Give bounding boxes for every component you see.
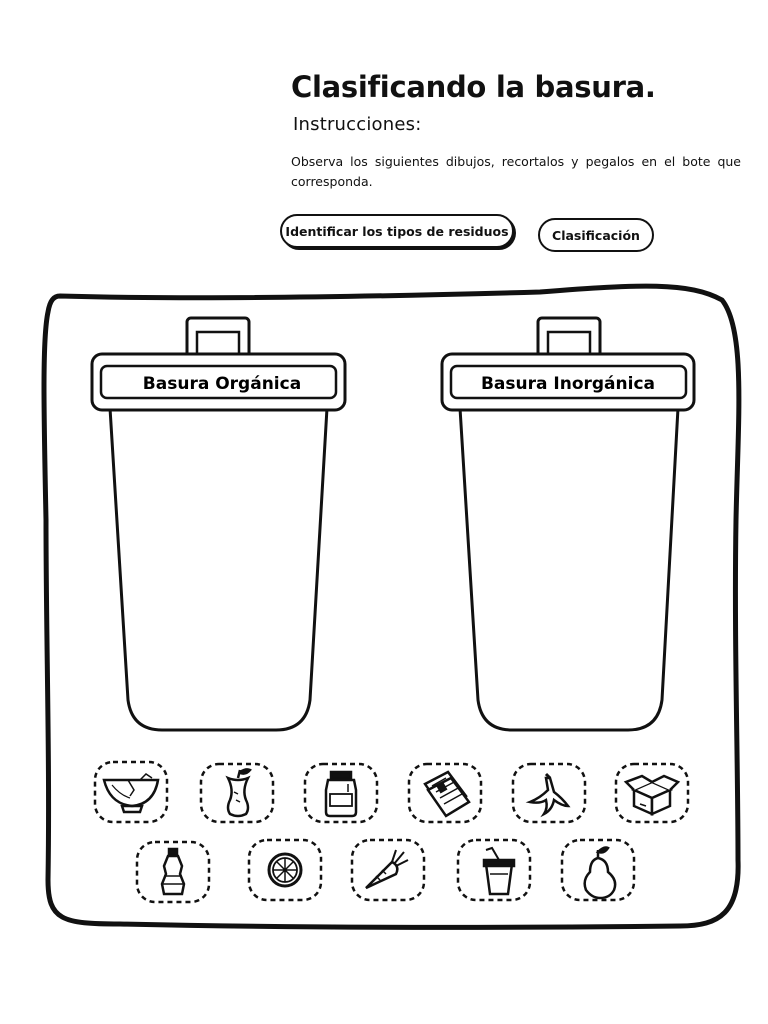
jar-icon[interactable] [305,764,377,822]
cup-with-straw-icon[interactable] [458,840,530,900]
carrot-icon[interactable] [352,840,424,900]
inorganic-bin[interactable] [442,318,694,730]
orange-slice-icon[interactable] [249,840,321,900]
inorganic-bin-label: Basura Inorgánica [480,374,656,394]
instructions-text: Observa los siguientes dibujos, recortalos y pegalos en el bote que corresponda. [291,154,741,189]
worksheet-title: Clasificando la basura. [291,70,656,104]
identify-waste-types-button[interactable]: Identificar los tipos de residuos [280,214,514,248]
apple-core-icon[interactable] [201,764,273,822]
organic-bin-label: Basura Orgánica [142,374,302,394]
instructions-heading: Instrucciones: [293,114,422,135]
banana-peel-icon[interactable] [513,764,585,822]
broken-bowl-icon[interactable] [95,762,167,822]
classification-button[interactable]: Clasificación [538,218,654,252]
pear-icon[interactable] [562,840,634,900]
organic-bin[interactable] [92,318,345,730]
cardboard-box-icon[interactable] [616,764,688,822]
newspaper-icon[interactable] [409,764,481,822]
plastic-bottle-icon[interactable] [137,842,209,902]
